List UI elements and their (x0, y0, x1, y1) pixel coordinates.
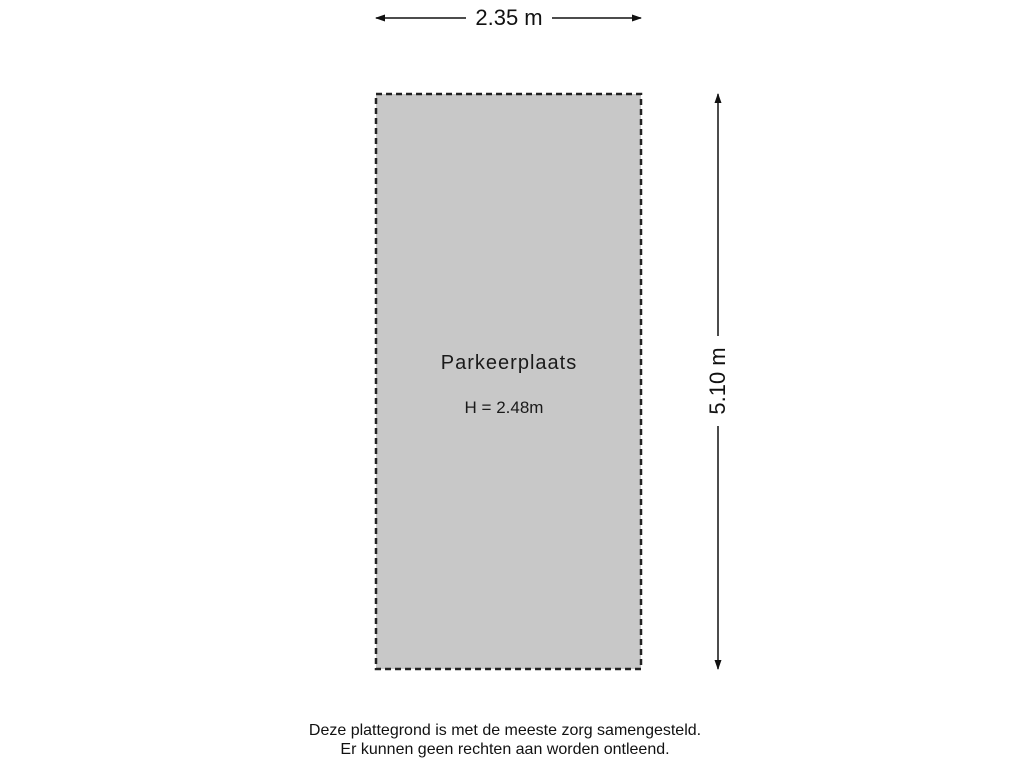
room-ceiling-height-label: H = 2.48m (464, 398, 544, 417)
width-dimension-label: 2.35 m (466, 5, 552, 31)
height-dimension-label: 5.10 m (704, 336, 732, 426)
room-name-label: Parkeerplaats (440, 352, 578, 374)
disclaimer (0, 721, 1010, 759)
disclaimer-line-1: Deze plattegrond is met de meeste zorg samengesteld. (308, 722, 702, 739)
disclaimer-line-2: Er kunnen geen rechten aan worden ontleend. (340, 741, 670, 758)
parking-space-area (376, 94, 641, 669)
